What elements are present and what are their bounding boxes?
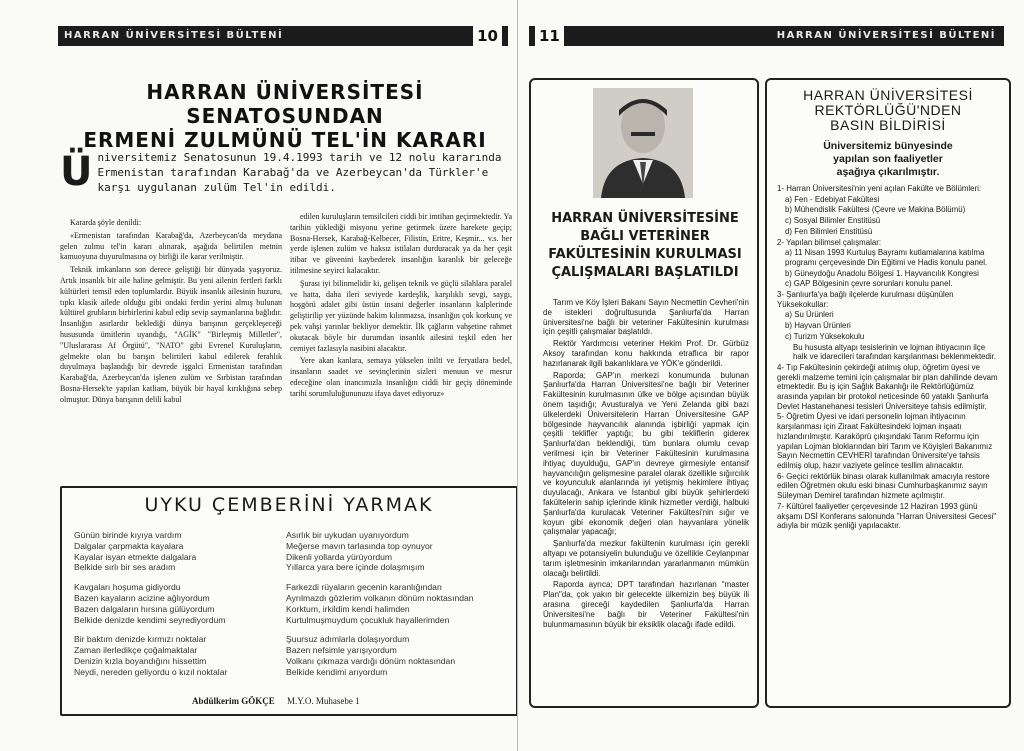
poem-line: Belkide kendimi arıyordum [286,666,388,677]
article1-paragraph: Şurası iyi bilinmelidir ki, gelişen teknik ve güçlü silahlara paralel ve hatta, daha ileri seviyede kardeşlik, karşılıklı sevgi, saygı, hoşgörü adalet gibi üstün insani değerler insanların kalplerinde geliştirilip yer yüzünde hakim kılınmazsa, insanlığın çok korkunç ve pek vahşi yarınlar bekliyor demektir. İlk çağların vahşetine rahmet okutacak böyle bir durumdan insanlık ailesini teşkil eden her cemiyet fazlasıyla nasibini alacaktır. [290,278,512,353]
article1-paragraph: Kararda şöyle denildi: [70,218,142,227]
press-release-item: c) Sosyal Bilimler Enstitüsü [785,216,881,226]
right-header-title: HARRAN ÜNİVERSİTESİ BÜLTENİ [776,30,996,41]
poem-line: Zaman ilerledikçe çoğalmaktalar [74,645,198,656]
article2-paragraph: Şanlıurfa'da mezkur fakültenin kurulması için gerekli altyapı ve potansiyelin bulunduğu ve özellikle Ceylanpınar tarım işletmesinin imkanlarından yararlanmanın mümkün olacağı belirtildi. [543,539,749,578]
article1-title-line1: HARRAN ÜNİVERSİTESİ SENATOSUNDAN [146,80,424,128]
article1-column-1 [60,218,282,408]
poem-line: Volkanı çıkmaza vardığı dönüm noktasından [286,655,456,666]
poem-author: Abdülkerim GÖKÇE [192,696,275,706]
article2-paragraph: Rektör Yardımcısı veteriner Hekim Prof. Dr. Gürbüz Aksoy tarafından konu hakkında etraflıca bir rapor hazırlanarak ilgili bakanlıklara ve YÖK'e gönderildi. [543,339,749,368]
press-release-item: a) 11 Nisan 1993 Kurtuluş Bayramı kutlamalarına katılma programı çerçevesinde Din Eğitimi ve Hadis konulu panel. [785,248,988,267]
press-release-item: c) Turizm Yüksekokulu [785,331,865,341]
poem-line: Farkezdi rüyaların gecenin karanlığından [286,582,442,593]
poem-stanza [74,582,284,625]
article1-paragraph: Yere akan kanlara, semaya yükselen inilti ve feryatlara bedel, insanların saadet ve sevinçlerinin sizleri menuun ve mesrur edeceğine olan inancımızla insanlığın ciddi bir geçiş döneminde tarihi sorumluluğununuzu ifaya davet ediyoruz» [290,356,512,398]
press-release-item: d) Fen Bilimleri Enstitüsü [785,226,873,236]
right-page [519,0,1024,751]
poem-title: UYKU ÇEMBERİNİ YARMAK [144,494,434,516]
press-release-item: b) Güneydoğu Anadolu Bölgesi 1. Hayvancılık Kongresi [785,268,979,278]
article1-lead [60,150,510,195]
press-release-title [767,88,1009,133]
left-header-bar [58,26,508,46]
article2-paragraph: Raporda ayrıca; DPT tarafından hazırlanan "master Plan"da, çok yakın bir gelecekte ülkemizin beş büyük ili arasına gireceği kaydedilen Şanlıurfa'da Harran Üniversitesi'ne bağlı bir Veteriner Fakültesi'nin bulunmamasının büyük bir eksiklik olacağı ifade edildi. [543,580,749,629]
press-release-item: c) GAP Bölgesinin çevre sorunları konulu panel. [785,279,953,289]
press-release-item: a) Fen - Edebiyat Fakültesi [785,194,880,204]
poem-line: Denizin kızla boyandığını hissettim [74,655,207,666]
portrait-image [593,88,693,198]
poem-left-column [74,530,284,687]
poem-line: Bazen nefsimle yarışıyordum [286,645,397,656]
article2-paragraph: Tarım ve Köy İşleri Bakanı Sayın Necmettin Cevheri'nin de istekleri doğrultusunda Şanlıurfa'da Harran üniversitesi'ne bağlı bir veteriner Fakültesinin kurulması için çeşitli çalışmalar başlatıldı. [543,298,749,337]
poem-line: Dalgalar çarpmakta kayalara [74,540,184,551]
poem-line: Kayalar isyan etmekte dalgalara [74,551,197,562]
press-release-item: 2- Yapılan bilimsel çalışmalar: [777,237,882,247]
press-release-item: 3- Şanlıurfa'ya bağlı ilçelerde kurulması düşünülen Yüksekokullar: [777,290,954,309]
poem-box [60,486,518,716]
poem-stanza [286,530,511,573]
article1-paragraph: edilen kuruluşların temsilcileri ciddi bir imtihan geçirmektedir. Ya tarihin yüklediği misyonu yerine getirmek üzere harekete geçip; Bosna-Hersek, Karabağ-Kelbecer, Filistin, Eritre, Keşmir... v.s. her yerde işlenen zulüm ve haksız istilaları durduracak ya da her çeşit itibar ve güvenini kaybederek insanlığın karanlık bir geleceğe itilmesine seyirci kalacaktır. [290,212,512,275]
poem-line: Bazen dalgaların hırsına gülüyordum [74,603,215,614]
press-subtitle-line3: aşağıya çıkarılmıştır. [836,166,940,178]
poem-line: Meğerse mavın tarlasında top oynuyor [286,540,433,551]
press-title-line3: BASIN BİLDİRİSİ [830,117,946,133]
press-release-item: b) Hayvan Ürünleri [785,321,851,331]
poem-line: Kavgaları hoşuma gidiyordu [74,582,181,593]
press-release-item: 1- Harran Üniversitesi'nin yeni açılan Fakülte ve Bölümleri: [777,184,982,193]
press-title-line2: REKTÖRLÜĞÜ'NDEN [814,102,962,118]
poem-line: Belkide denizde kendimi seyrediyordum [74,614,226,625]
poem-author-info: M.Y.O. Muhasebe 1 [287,696,360,706]
poem-line: Belkide sırlı bir ses aradım [74,562,176,573]
press-release-box [765,78,1011,708]
poem-line: Neydi, nereden geliyordu o kızıl noktalar [74,666,228,677]
veterinary-article-box [529,78,759,708]
press-release-item: 4- Tıp Fakültesinin çekirdeği atılmış olup, öğretim üyesi ve gerekli malzeme temini için çalışmalar bir plan dahilinde devam etmektedir. Bu iş için Sağlık Bakanlığı ile Rektörlüğümüz arasında yapılan bir protokol neticesinde 60 yataklı Şanlıurfa Devlet Hastanehanesi tesisleri Üniversiteye tahsis edilmiştir. [777,362,998,411]
poem-line: Yıllarca yara bere içinde dolaşmışım [286,562,425,573]
minister-photo [593,88,693,198]
poem-stanza [74,634,284,677]
article2-title: HARRAN ÜNİVERSİTESİNE BAĞLI VETERİNER FAKÜLTESİNİN KURULMASI ÇALIŞMALARI BAŞLATILDI [548,211,742,280]
poem-right-column [286,530,511,687]
drop-cap: Ü [60,149,93,195]
press-release-item: 7- Kültürel faaliyetler çerçevesinde 12 Haziran 1993 günü akşamı DSİ Konferans salonunda "Harran Üniversitesi Gecesi" adıyla bir müzik şenliği yapılacaktır. [777,501,997,531]
article1-paragraph: «Ermenistan tarafından Karabağ'da, Azerbeycan'da meydana gelen zulmu tel'in kararı alınarak, aşağıda belirtilen metnin kamuoyuna duyurulmasına oy birliği ile karar verilmiştir. [60,230,282,262]
right-header-bar [529,26,1004,46]
press-title-line1: HARRAN ÜNİVERSİTESİ [803,87,973,103]
poem-signature [192,696,360,706]
poem-line: Korktum, irkildim kendi halimden [286,603,410,614]
press-release-item: 6- Geçici rektörlük binası olarak kullanılmak amacıyla restore edilen Öğretmen okulu eski binası Cumhurbaşkanımız sayın Süleyman Demirel tarafından hizmete açılmıştır. [777,471,990,501]
press-subtitle-line1: Üniversitemiz bünyesinde [823,140,953,152]
poem-line: Asırlık bir uykudan uyanıyordum [286,530,409,540]
press-subtitle-line2: yapılan son faaliyetler [833,153,943,165]
poem-line: Ayrılmazdı gözlerim volkanın dönüm noktasından [286,592,474,603]
left-page-number: 10 [473,26,502,46]
left-header-title: HARRAN ÜNİVERSİTESİ BÜLTENİ [64,30,284,41]
poem-line: Bir baktım denizde kırmızı noktalar [74,634,207,645]
press-release-item: Bu hususta altyapı tesislerinin ve lojman ihtiyacının ilçe halk ve idarecileri tarafından karşılanması beklenmektedir. [793,342,997,362]
poem-stanza [286,634,511,677]
poem-line: Dikenli yollarda yürüyordum [286,551,393,562]
poem-stanza [286,582,511,625]
article1-title [60,80,510,152]
article2-paragraph: Raporda; GAP'ın merkezi konumunda bulunan Şanlıurfa'da Harran Üniversitesi'ne bağlı bir Veteriner Fakültesinin kurulmasının ülke ve bölge açısından büyük önem taşıdığı; Avusturalya ve Yeni Zelanda gibi bazı ülkelerdeki Üniversitelerin Harran Üniversitesine GAP bölgesinde hayvancılık alanında işbirliği yapmak için çeşitli teklifler yaptığı; bu gibi tekliflerin gidereк Şanlıurfa'dan beklendiği, tüm bunlara olumlu cevap verilmesi için bir Veteriner Fakültesinin kurulmasına ihtiyaç duyulduğu, GAP'ın devreye girmesiyle entansif hayvancılığın gelişmesine paralel olarak özellikle sığırcılık ve koyunculuk alanlarında iyi yetişmiş hekimlere ihtiyaç duyulacağı, Ankara ve İstanbul gibi büyük şehirlerdeki fakültelerin sahip içlerinde klinik hizmetler verdiği, halbuki Şanlıurfa'da kurulacak Veteriner Fakültesi'nin sığır ve koyun gibi ekonomik değeri olan hayvanlara yönelik çalışmalar yapacağı; [543,370,749,537]
press-release-items [777,184,1001,532]
press-release-item: 5- Öğretim Üyesi ve idari personelin lojman ihtiyacının karşılanması için Ziraat Fakültesindeki lojman inşaatı hızlandırılmıştır. Karaköprü çıkışındaki Tarım Reformu için yapılan Lojman bloklarından biri Tarım ve Köyişleri Bakanımız Sayın Necmettin CEVHERİ tarafından Üniversite'ye tahsis edilmiş olup, hazır vaziyete gelince tesllim alınacaktır. [777,412,993,470]
poem-line: Bazen kayaların acizine ağlıyordum [74,592,210,603]
poem-line: Kurtulmuşmuydum çocukluk hayallerimden [286,614,450,625]
article1-paragraph: Teknik imkanların son derece geliştiği bir dünyada yaşıyoruz. Artık insanlık bir aile haline gelmiştir. Bu yeni ailenin fertleri farklı kültürleri temsil eden toplumlardır. Büyük insanlık ailesinin huzuru, tıpkı klasik ailede olduğu gibi ondaki ferdin yerini almış bulunan kültürel grubların birbirlerini kabul edip sevip saymanlarına bağlıdır. İnsanlığın asırlardır beklediği dünya barışının gerçekleşeceği hususunda ümitlerin uyandığı, "AGİK" "Birleşmiş Milletler", "Uluslararası Af Örgütü", "NATO" gibi Evrenel Kuruluşların, gelmekte olan bu barışın belirtileri kabul edilerek ferahlık duyulmaya başlandığı bir devrede işgalci Ermenistan tarafından Karabağ'da, Azerbeycan'da işlenen zulüm ve Sırbistan tarafından Bosna-Hersek'te yapılan katliam, büyük bir hayal kırıklığına sebep olmuştur. Dünya barışının delili kabul [60,265,282,404]
press-release-item: b) Mühendislik Fakültesi (Çevre ve Makina Bölümü) [785,205,966,215]
poem-stanza [74,530,284,573]
press-release-item: a) Su Ürünleri [785,310,834,320]
article1-title-line2: ERMENİ ZULMÜNÜ TEL'İN KARARI [83,128,487,152]
article1-lead-text: niversitemiz Senatosunun 19.4.1993 tarih ve 12 nolu kararında Ermenistan tarafından Karabağ'da ve Azerbeycan'da Türkler'e karşı uygulanan zulüm Tel'in edildi. [97,151,502,194]
poem-line: Günün birinde kıyıya vardım [74,530,182,540]
article2-body [543,298,749,631]
article1-column-2 [290,212,512,402]
press-release-subtitle [767,140,1009,179]
right-page-number: 11 [535,26,564,46]
poem-line: Şuursuz adımlarla dolaşıyordum [286,634,410,645]
